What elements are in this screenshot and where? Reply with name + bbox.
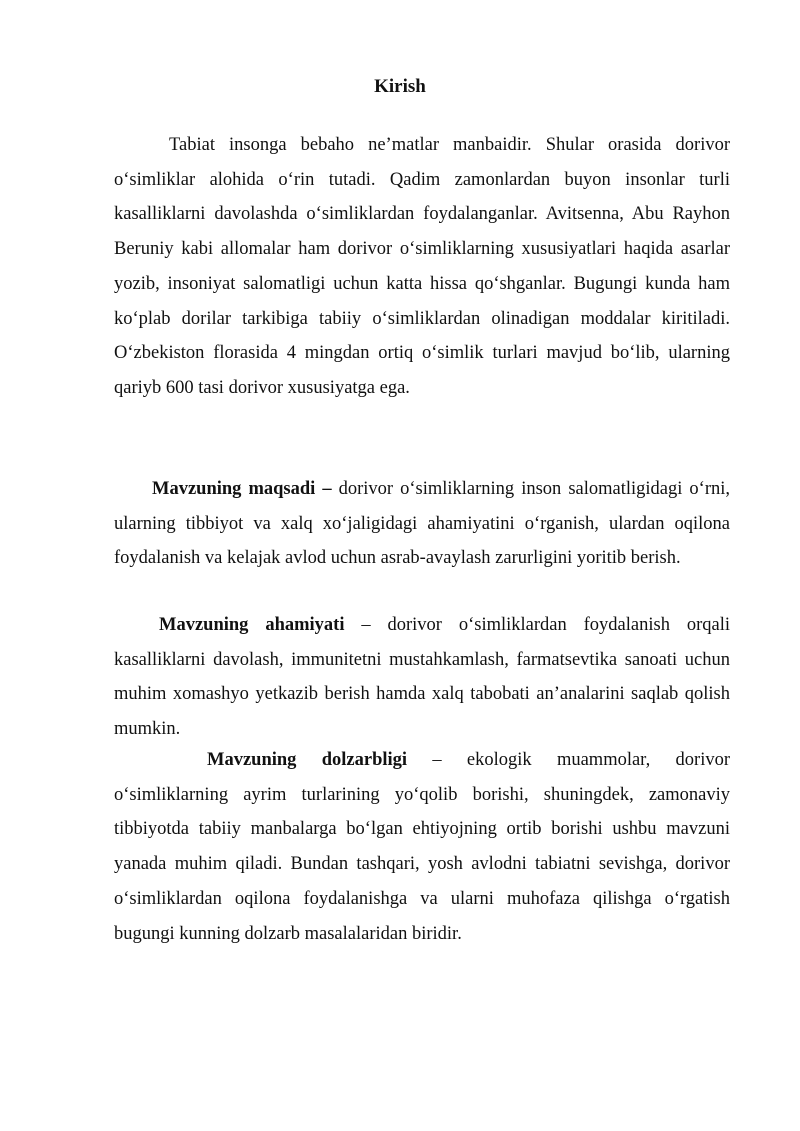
- goal-paragraph: [114, 472, 730, 576]
- importance-text: – dorivor o‘simliklardan foydalanish orqali kasalliklarni davolash, immunitetni mustahkamlash, farmatsevtika sanoati uchun muhim xomashyo yetkazib berish hamda xalq tabobati an’analarini saqlab qolish mumkin.: [114, 615, 730, 740]
- goal-label: Mavzuning maqsadi –: [152, 479, 332, 499]
- relevance-text: – ekologik muammolar, dorivor o‘simliklarning ayrim turlarining yo‘qolib borishi, shuningdek, zamonaviy tibbiyotda tabiiy manbalarga bo‘lgan ehtiyojning ortib borishi ushbu mavzuni yanada muhim qiladi. Bundan tashqari, yosh avlodni tabiatni sevishga, dorivor o‘simliklardan oqilona foydalanishga va ularni muhofaza qilishga o‘rgatish bugungi kunning dolzarb masalalaridan biridir.: [114, 750, 730, 944]
- goal-text: dorivor o‘simliklarning inson salomatligidagi o‘rni, ularning tibbiyot va xalq xo‘jaligidagi ahamiyatini o‘rganish, ulardan oqilona foydalanish va kelajak avlod uchun asrab-avaylash zarurligini yoritib berish.: [114, 479, 730, 569]
- importance-paragraph: [114, 608, 730, 747]
- page-title: Kirish: [374, 76, 426, 97]
- relevance-label: Mavzuning dolzarbligi: [207, 750, 408, 770]
- intro-paragraph: Tabiat insonga bebaho ne’matlar manbaidir. Shular orasida dorivor o‘simliklar alohida o‘rin tutadi. Qadim zamonlardan buyon insonlar turli kasalliklarni davolashda o‘simliklardan foydalanganlar. Avitsenna, Abu Rayhon Beruniy kabi allomalar ham dorivor o‘simliklarning xususiyatlari haqida asarlar yozib, insoniyat salomatligi uchun katta hissa qo‘shganlar. Bugungi kunda ham ko‘plab dorilar tarkibiga tabiiy o‘simliklardan olinadigan moddalar kiritiladi. O‘zbekiston florasida 4 mingdan ortiq o‘simlik turlari mavjud bo‘lib, ularning qariyb 600 tasi dorivor xususiyatga ega.: [114, 135, 730, 398]
- importance-label: Mavzuning ahamiyati: [159, 615, 345, 635]
- relevance-paragraph: [114, 743, 730, 951]
